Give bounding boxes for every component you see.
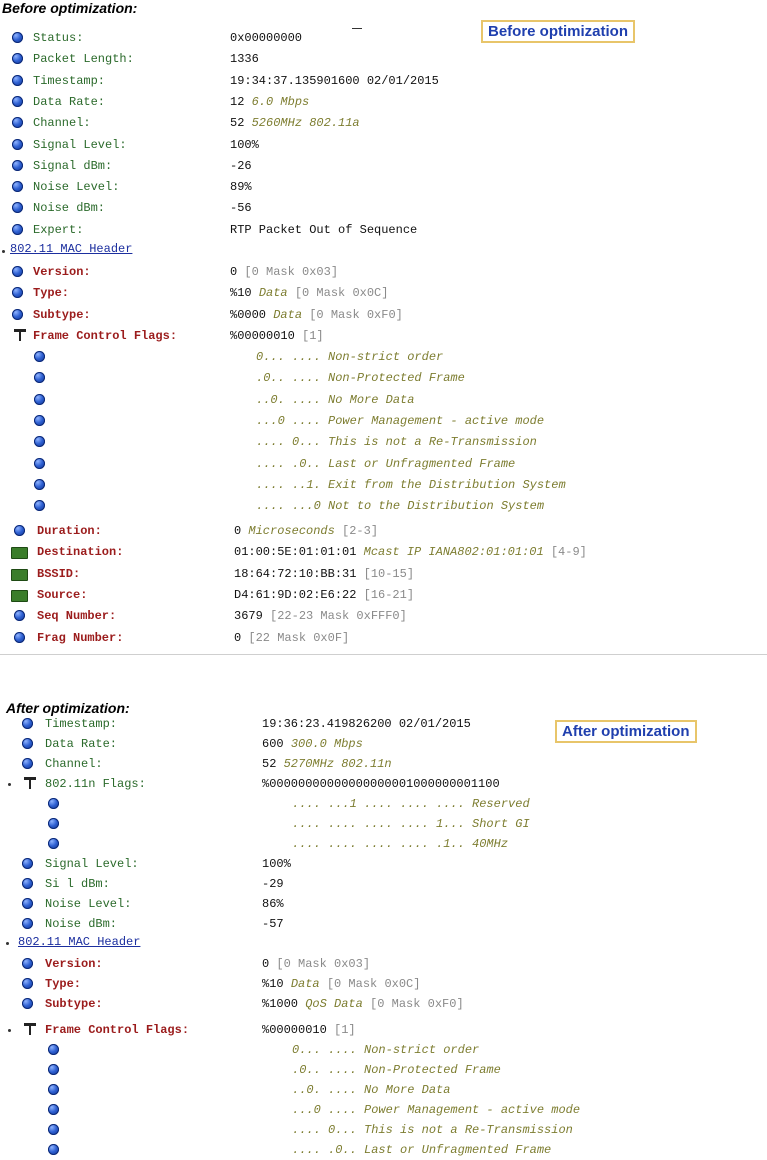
value-offset: [1]: [302, 328, 324, 343]
value-text: %1000: [262, 997, 299, 1011]
value-text: 12: [230, 94, 245, 109]
field-label: Subtype:: [45, 997, 103, 1011]
value-text: 0: [262, 957, 270, 971]
flag-desc: Non-strict order: [328, 350, 444, 364]
value-text: 89%: [230, 180, 252, 195]
flag-row[interactable]: [0, 1120, 767, 1140]
blue-globe-icon: [34, 458, 45, 469]
field-value: [262, 894, 284, 914]
blue-globe-icon: [22, 918, 33, 929]
bits-text: 0... ....: [256, 350, 321, 364]
tree-expand-icon: [14, 329, 26, 341]
before-field-row[interactable]: [0, 177, 767, 197]
field-value: [234, 542, 587, 562]
flag-desc: Short GI: [472, 817, 530, 831]
flag-desc: Non-Protected Frame: [364, 1063, 501, 1077]
field-value: [234, 628, 349, 648]
blue-globe-icon: [14, 610, 25, 621]
flag-bits: [256, 432, 537, 452]
field-value: [230, 71, 439, 91]
value-note: 5270MHz 802.11n: [283, 757, 392, 771]
bits-text: .... ...0: [256, 499, 321, 514]
tree-bullet: [2, 250, 5, 253]
value-text: 0: [230, 265, 238, 279]
blue-globe-icon: [22, 998, 33, 1009]
before-field-row[interactable]: [0, 92, 767, 112]
bits-text: ...0 ....: [292, 1103, 357, 1117]
field-label: 802.11n Flags:: [45, 777, 146, 791]
blue-globe-icon: [34, 351, 45, 362]
value-text: %00000010: [262, 1023, 327, 1037]
before-tail-row[interactable]: [0, 585, 767, 605]
flag-row[interactable]: [0, 1080, 767, 1100]
flag-bits: [256, 475, 566, 495]
field-value: [230, 326, 324, 346]
flag-row[interactable]: [0, 368, 767, 388]
tree-bullet: [8, 1029, 11, 1032]
before-tail-row[interactable]: [0, 542, 767, 562]
flag-desc: Not to the Distribution System: [328, 499, 545, 514]
value-text: RTP Packet Out of Sequence: [230, 222, 418, 237]
blue-globe-icon: [48, 1064, 59, 1075]
blue-globe-icon: [48, 1144, 59, 1155]
field-value: [262, 754, 392, 774]
flag-bits: [292, 1120, 573, 1140]
after-section-title: After optimization:: [6, 700, 130, 716]
value-offset: [2-3]: [342, 524, 379, 538]
before-field-row[interactable]: [0, 156, 767, 176]
flag-bits: [292, 1080, 450, 1100]
after-mac-row[interactable]: [0, 974, 767, 994]
field-label: Expert:: [33, 222, 84, 237]
blue-globe-icon: [12, 202, 23, 213]
network-card-icon: [11, 547, 28, 559]
flag-bits: [292, 834, 508, 854]
field-label: Signal dBm:: [33, 158, 113, 173]
after-field-row[interactable]: [0, 754, 767, 774]
blue-globe-icon: [12, 32, 23, 43]
before-field-row[interactable]: [0, 49, 767, 69]
after-signal-row[interactable]: [0, 894, 767, 914]
flag-row[interactable]: [0, 496, 767, 516]
before-mac-row[interactable]: [0, 326, 767, 346]
flag-bits: [256, 390, 414, 410]
field-value: [230, 262, 338, 282]
blue-globe-icon: [14, 525, 25, 536]
before-mac-row[interactable]: [0, 305, 767, 325]
bits-text: ..0. ....: [256, 392, 321, 407]
blue-globe-icon: [12, 53, 23, 64]
field-label: Noise dBm:: [33, 201, 106, 216]
flag-desc: Power Management - active mode: [328, 413, 545, 428]
field-value: [234, 585, 414, 605]
blue-globe-icon: [22, 738, 33, 749]
flag-bits: [256, 368, 465, 388]
after-field-row[interactable]: [0, 714, 767, 734]
field-value: [230, 198, 252, 218]
before-field-row[interactable]: [0, 198, 767, 218]
blue-globe-icon: [22, 878, 33, 889]
field-label: Timestamp:: [45, 717, 118, 731]
value-text: 0: [234, 630, 242, 645]
flag-bits: [292, 814, 530, 834]
value-offset: [0 Mask 0x03]: [244, 265, 339, 279]
blue-globe-icon: [34, 372, 45, 383]
after-mac-row[interactable]: [0, 994, 767, 1014]
value-offset: [0 Mask 0xF0]: [370, 997, 464, 1011]
flag-bits: [292, 1060, 501, 1080]
value-text: 3679: [234, 609, 263, 624]
flag-row[interactable]: [0, 347, 767, 367]
flag-row[interactable]: [0, 1140, 767, 1160]
blue-globe-icon: [34, 500, 45, 511]
flag-row[interactable]: [0, 1060, 767, 1080]
field-value: [262, 954, 370, 974]
before-field-row[interactable]: [0, 28, 767, 48]
before-tail-row[interactable]: [0, 521, 767, 541]
value-text: 19:36:23.419826200 02/01/2015: [262, 717, 471, 731]
field-value: [262, 714, 471, 734]
blue-globe-icon: [12, 181, 23, 192]
value-offset: [22-23 Mask 0xFFF0]: [270, 609, 407, 624]
flag-bits: [256, 454, 515, 474]
after-box-label: After optimization: [555, 720, 697, 743]
field-value: [234, 564, 414, 584]
flag-desc: Reserved: [472, 797, 530, 811]
field-label: Frame Control Flags:: [33, 328, 178, 343]
value-offset: [4-9]: [550, 545, 587, 560]
field-value: [230, 92, 309, 112]
flag-desc: No More Data: [364, 1083, 451, 1097]
value-text: 100%: [262, 857, 291, 871]
field-label: Destination:: [37, 545, 124, 560]
flag-desc: This is not a Re-Transmission: [328, 435, 537, 450]
value-note: QoS Data: [305, 997, 363, 1011]
blue-globe-icon: [48, 798, 59, 809]
field-label: Si l dBm:: [45, 877, 110, 891]
bits-text: .... 0...: [292, 1123, 357, 1137]
value-offset: [16-21]: [363, 587, 415, 602]
flag-bits: [256, 411, 544, 431]
bits-text: .... .... .... .... .1..: [292, 837, 465, 851]
section-divider: [0, 654, 767, 655]
flag-row[interactable]: [0, 475, 767, 495]
blue-globe-icon: [12, 287, 23, 298]
flag-bits: [256, 496, 544, 516]
flag-desc: Non-strict order: [364, 1043, 480, 1057]
field-label: Source:: [37, 587, 88, 602]
before-field-row[interactable]: [0, 135, 767, 155]
field-value: %00000000000000000001000000001100: [262, 777, 500, 791]
blue-globe-icon: [48, 1124, 59, 1135]
flag-bits: [256, 347, 443, 367]
blue-globe-icon: [34, 436, 45, 447]
value-text: D4:61:9D:02:E6:22: [234, 587, 357, 602]
value-text: 86%: [262, 897, 284, 911]
field-label: Frame Control Flags:: [45, 1023, 190, 1037]
flag-desc: Non-Protected Frame: [328, 371, 465, 386]
blue-globe-icon: [12, 96, 23, 107]
field-label: Duration:: [37, 524, 102, 538]
value-note: Data: [258, 286, 288, 301]
value-note: 6.0 Mbps: [251, 94, 310, 109]
blue-globe-icon: [22, 958, 33, 969]
flag-row[interactable]: [0, 411, 767, 431]
value-note: 300.0 Mbps: [290, 737, 363, 751]
field-label: BSSID:: [37, 566, 81, 581]
tree-expand-icon: [24, 1023, 36, 1035]
flag-desc: Last or Unfragmented Frame: [328, 456, 516, 471]
blue-globe-icon: [12, 309, 23, 320]
value-offset: [0 Mask 0x03]: [276, 957, 371, 971]
field-label: Seq Number:: [37, 609, 117, 624]
field-label: Data Rate:: [45, 737, 118, 751]
flag-row[interactable]: [0, 814, 767, 834]
field-label: Timestamp:: [33, 73, 106, 88]
before-tail-row[interactable]: [0, 564, 767, 584]
field-value: [262, 734, 363, 754]
value-text: -56: [230, 201, 252, 216]
value-offset: [10-15]: [363, 566, 415, 581]
value-offset: [0 Mask 0x0C]: [294, 286, 389, 301]
value-text: %10: [230, 286, 252, 301]
field-label: Noise Level:: [33, 180, 120, 195]
blue-globe-icon: [22, 758, 33, 769]
field-value: [230, 305, 403, 325]
blue-globe-icon: [22, 718, 33, 729]
value-text: 52: [262, 757, 277, 771]
flag-bits: [292, 1140, 551, 1160]
tree-bullet: [8, 783, 11, 786]
flag-desc: This is not a Re-Transmission: [364, 1123, 573, 1137]
field-value: [262, 914, 284, 934]
blue-globe-icon: [12, 117, 23, 128]
field-value: [230, 49, 259, 69]
flag-row[interactable]: [0, 794, 767, 814]
value-note: 5260MHz 802.11a: [251, 116, 360, 131]
value-note: Microseconds: [248, 524, 335, 538]
blue-globe-icon: [34, 479, 45, 490]
after-fcf-row[interactable]: [0, 1020, 767, 1040]
bits-text: ..0. ....: [292, 1083, 357, 1097]
field-label: Subtype:: [33, 307, 91, 322]
value-text: %00000010: [230, 328, 295, 343]
field-label: Channel:: [33, 116, 91, 131]
tree-expand-icon: [24, 777, 36, 789]
value-offset: [1]: [334, 1023, 356, 1037]
field-label: Status:: [33, 31, 84, 45]
before-field-row[interactable]: [0, 113, 767, 133]
flag-desc: No More Data: [328, 392, 415, 407]
network-card-icon: [11, 590, 28, 602]
value-offset: [22 Mask 0x0F]: [248, 630, 350, 645]
flag-desc: Power Management - active mode: [364, 1103, 581, 1117]
flag-bits: [292, 1100, 580, 1120]
field-label: Data Rate:: [33, 94, 106, 109]
field-label: Noise dBm:: [45, 917, 118, 931]
bits-text: .0.. ....: [292, 1063, 357, 1077]
bits-text: .0.. ....: [256, 371, 321, 386]
value-note: Data: [273, 307, 303, 322]
blue-globe-icon: [48, 818, 59, 829]
bits-text: ...0 ....: [256, 413, 321, 428]
field-value: [262, 854, 291, 874]
blue-globe-icon: [48, 838, 59, 849]
before-tail-row[interactable]: [0, 606, 767, 626]
blue-globe-icon: [14, 632, 25, 643]
blue-globe-icon: [48, 1044, 59, 1055]
flag-desc: Last or Unfragmented Frame: [364, 1143, 552, 1157]
field-label: Version:: [33, 265, 91, 279]
value-text: 1336: [230, 52, 259, 67]
blue-globe-icon: [12, 75, 23, 86]
value-text: 18:64:72:10:BB:31: [234, 566, 357, 581]
after-mac-row[interactable]: [0, 954, 767, 974]
after-signal-row[interactable]: [0, 854, 767, 874]
blue-globe-icon: [22, 898, 33, 909]
after-signal-row[interactable]: [0, 914, 767, 934]
blue-globe-icon: [12, 224, 23, 235]
after-nflags-row[interactable]: [0, 774, 767, 794]
field-value: [230, 28, 302, 48]
field-label: Type:: [33, 286, 70, 301]
tree-bullet: [6, 942, 9, 945]
bits-text: .... .0..: [292, 1143, 357, 1157]
value-text: 0: [234, 524, 242, 538]
field-label: Noise Level:: [45, 897, 132, 911]
blue-globe-icon: [34, 415, 45, 426]
blue-globe-icon: [12, 139, 23, 150]
value-text: 0x00000000: [230, 31, 303, 45]
value-text: -26: [230, 158, 252, 173]
before-box-label: Before optimization: [481, 20, 635, 43]
bits-text: .... .0..: [256, 456, 321, 471]
network-card-icon: [11, 569, 28, 581]
field-value: [262, 974, 420, 994]
bits-text: .... ...1 .... .... ....: [292, 797, 465, 811]
before-section-title: Before optimization:: [2, 0, 138, 16]
bits-text: .... 0...: [256, 435, 321, 450]
field-value: [230, 156, 252, 176]
field-value: [262, 874, 284, 894]
bits-text: .... .... .... .... 1...: [292, 817, 465, 831]
before-tail-row[interactable]: [0, 628, 767, 648]
before-mac-header-link[interactable]: 802.11 MAC Header: [10, 242, 133, 256]
field-value: [230, 177, 252, 197]
value-note: Mcast IP IANA802:01:01:01: [363, 545, 544, 560]
field-value: [234, 606, 407, 626]
field-label: Signal Level:: [45, 857, 139, 871]
flag-desc: Exit from the Distribution System: [328, 477, 566, 492]
flag-row[interactable]: [0, 432, 767, 452]
blue-globe-icon: [34, 394, 45, 405]
value-offset: [0 Mask 0x0C]: [326, 977, 421, 991]
value-text: -29: [262, 877, 284, 891]
flag-bits: [292, 794, 530, 814]
flag-desc: 40MHz: [472, 837, 509, 851]
field-value: [230, 220, 417, 240]
value-text: %0000: [230, 307, 267, 322]
value-text: -57: [262, 917, 284, 931]
value-text: %10: [262, 977, 284, 991]
after-field-row[interactable]: [0, 734, 767, 754]
field-value: [230, 113, 360, 133]
blue-globe-icon: [48, 1104, 59, 1115]
field-value: [230, 283, 388, 303]
field-value: [262, 994, 464, 1014]
field-value: [230, 135, 259, 155]
bits-text: 0... ....: [292, 1043, 357, 1057]
blue-globe-icon: [48, 1084, 59, 1095]
field-value: [234, 521, 378, 541]
flag-row[interactable]: [0, 834, 767, 854]
flag-row[interactable]: [0, 1040, 767, 1060]
field-value: [262, 1020, 356, 1040]
value-offset: [0 Mask 0xF0]: [309, 307, 403, 322]
bits-text: .... ..1.: [256, 477, 321, 492]
field-label: Frag Number:: [37, 630, 124, 645]
blue-globe-icon: [12, 160, 23, 171]
value-text: 600: [262, 737, 284, 751]
field-label: Type:: [45, 977, 82, 991]
field-label: Version:: [45, 957, 103, 971]
field-label: Signal Level:: [33, 137, 127, 152]
blue-globe-icon: [22, 858, 33, 869]
value-text: 01:00:5E:01:01:01: [234, 545, 357, 560]
flag-row[interactable]: [0, 454, 767, 474]
after-signal-row[interactable]: [0, 874, 767, 894]
blue-globe-icon: [22, 978, 33, 989]
flag-row[interactable]: [0, 1100, 767, 1120]
after-mac-header-link[interactable]: 802.11 MAC Header: [18, 935, 141, 949]
before-field-row[interactable]: [0, 71, 767, 91]
field-label: Channel:: [45, 757, 103, 771]
value-text: 100%: [230, 137, 259, 152]
blue-globe-icon: [12, 266, 23, 277]
flag-row[interactable]: [0, 390, 767, 410]
value-note: Data: [290, 977, 320, 991]
value-text: 52: [230, 116, 245, 131]
value-text: 19:34:37.135901600 02/01/2015: [230, 73, 439, 88]
before-mac-row[interactable]: [0, 283, 767, 303]
field-label: Packet Length:: [33, 52, 134, 67]
flag-bits: [292, 1040, 479, 1060]
before-field-row[interactable]: [0, 220, 767, 240]
before-mac-row[interactable]: [0, 262, 767, 282]
